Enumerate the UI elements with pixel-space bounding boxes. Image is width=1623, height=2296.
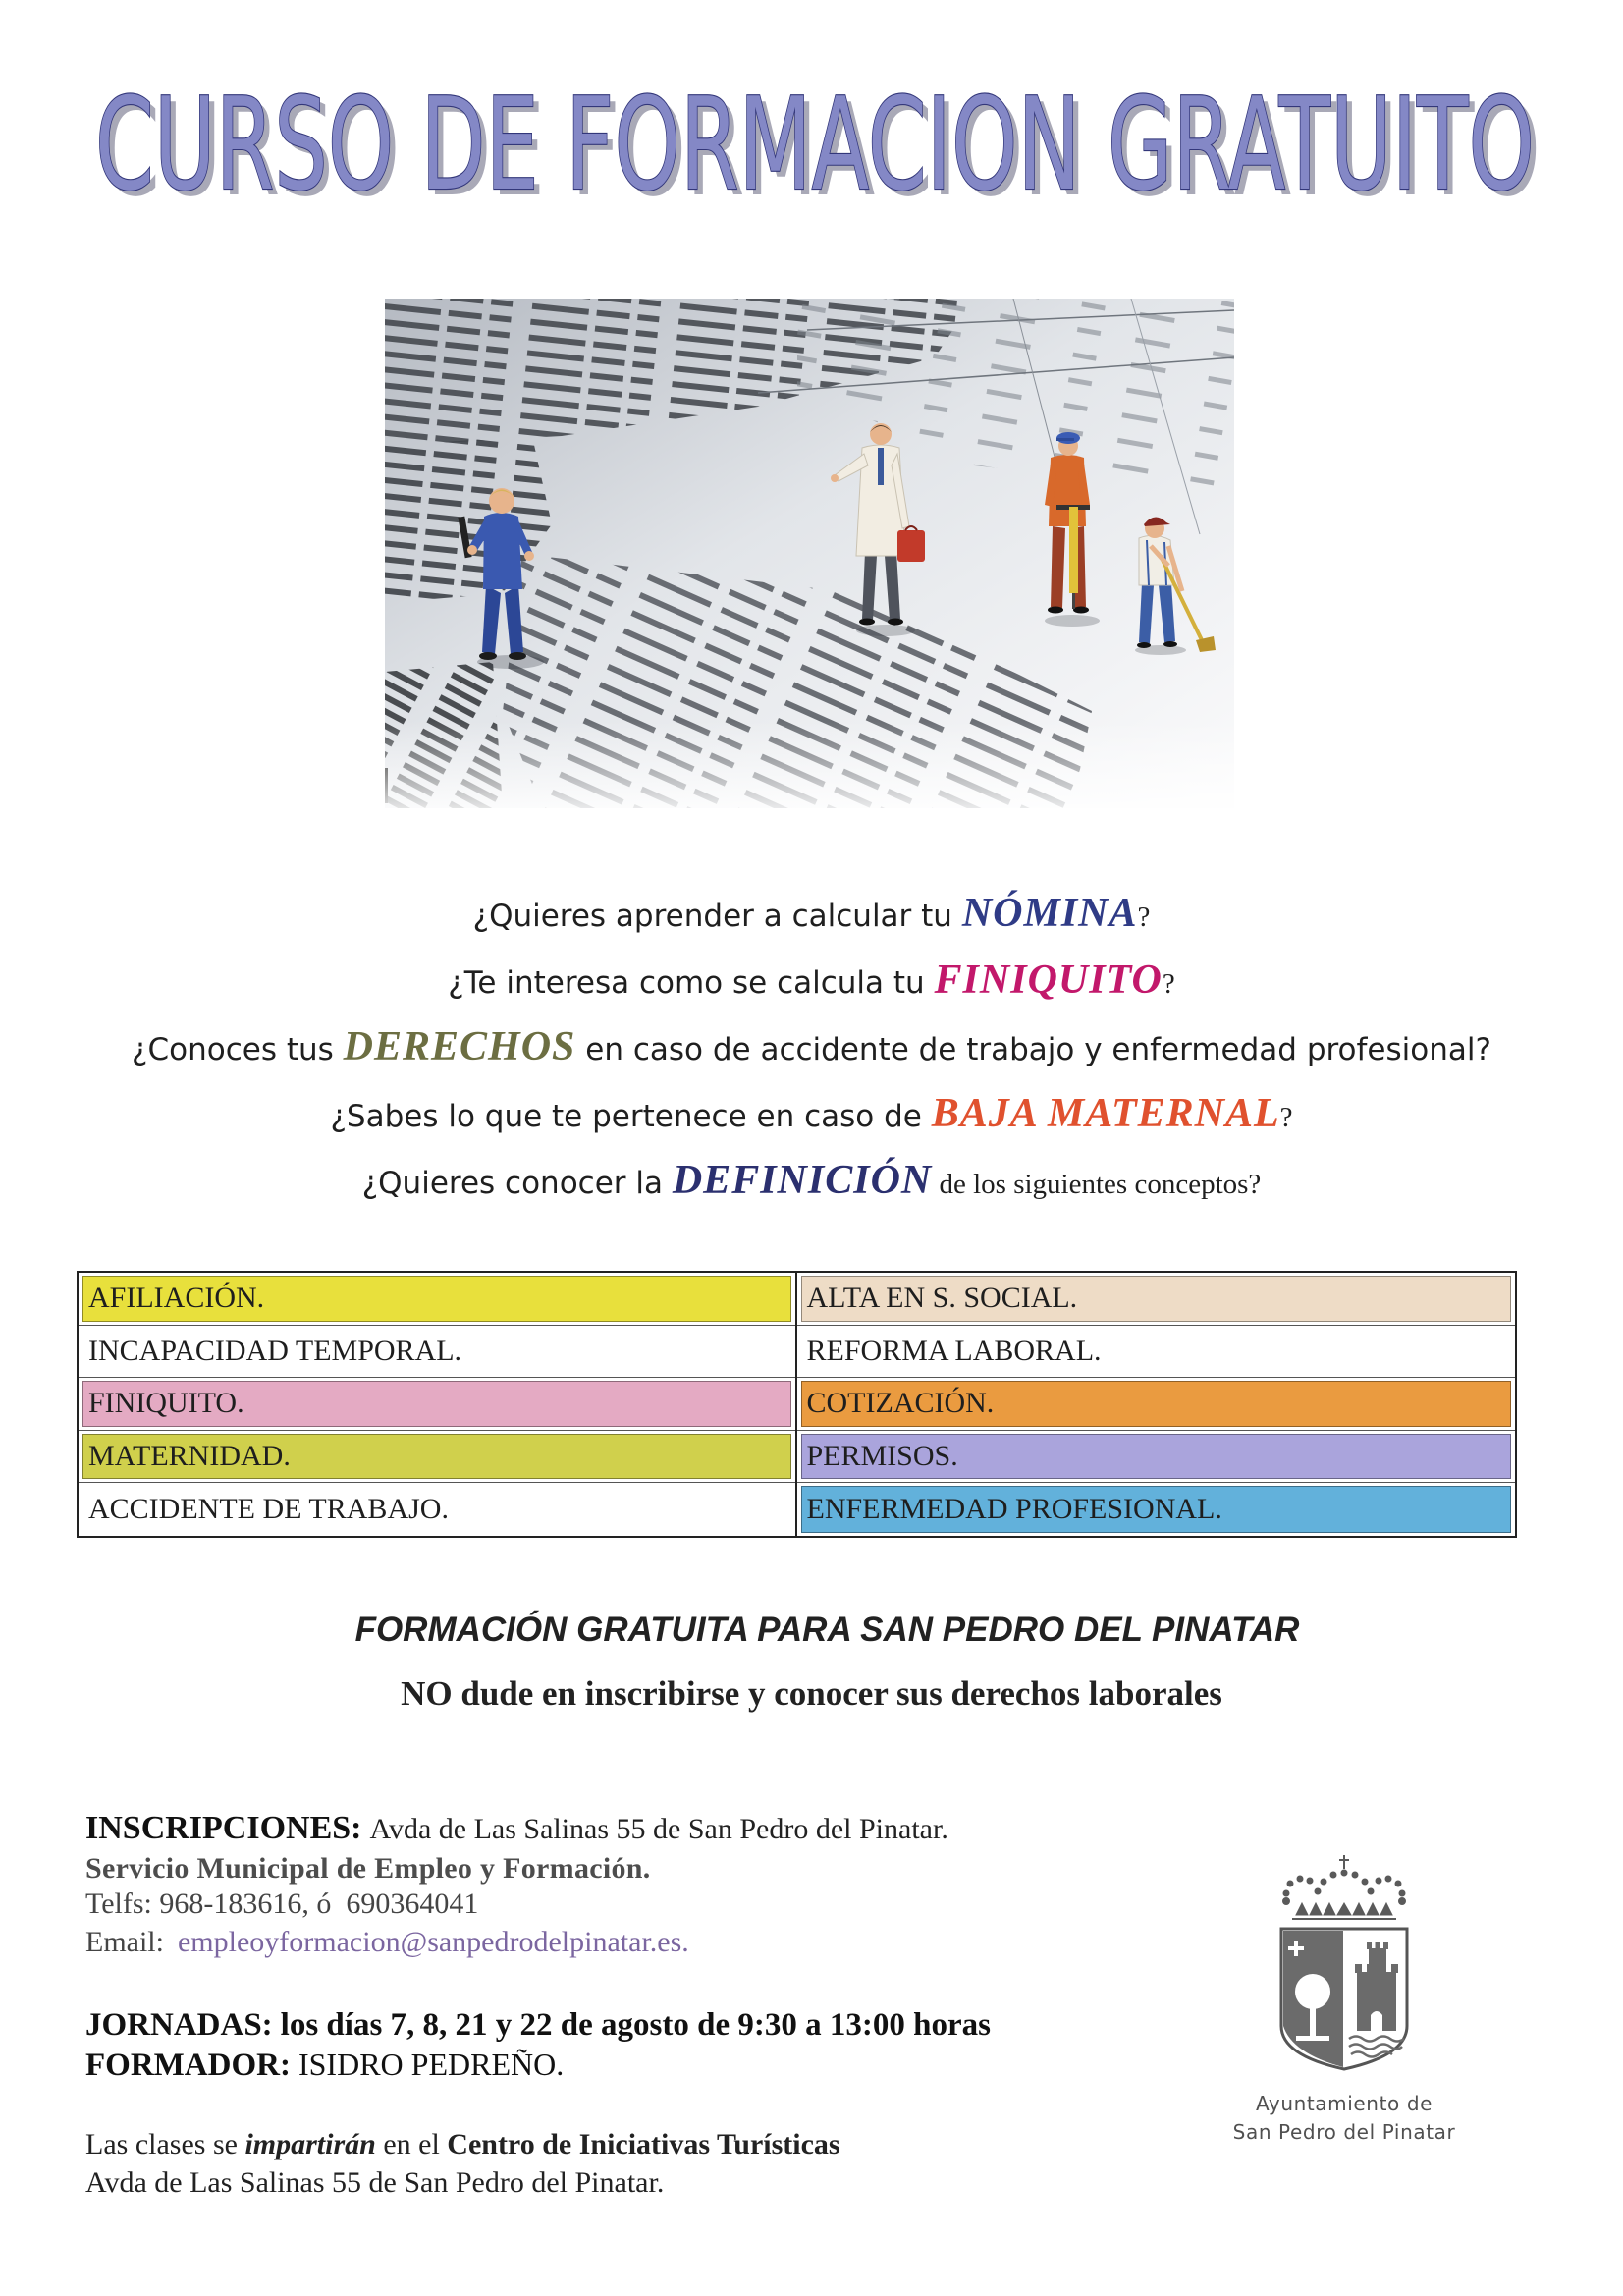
concept-cell (797, 1326, 1516, 1379)
logo-caption-line1: Ayuntamiento de (1255, 2092, 1434, 2115)
question-text: ¿Quieres aprender a calcular tu (472, 899, 962, 934)
venue-text: en el (375, 2128, 448, 2160)
trainer-name: ISIDRO PEDREÑO. (298, 2047, 565, 2082)
promo-subline: NO dude en inscribirse y conocer sus derechos laborales (401, 1674, 1222, 1713)
concept-cell (79, 1378, 795, 1431)
venue-place: Centro de Iniciativas Turísticas (447, 2128, 840, 2160)
registration-line (85, 1807, 948, 1851)
concept-cell (797, 1431, 1516, 1484)
question-derechos (0, 1013, 1623, 1080)
shield-icon (1281, 1929, 1407, 2069)
concept-cell (797, 1273, 1516, 1326)
concept-label: REFORMA LABORAL. (806, 1334, 1102, 1367)
emphasis-nomina: NÓMINA (961, 891, 1138, 936)
concepts-left-column (79, 1273, 797, 1536)
schedule-line (85, 2003, 991, 2047)
email-address[interactable]: empleoyformacion@sanpedrodelpinatar.es. (177, 1926, 689, 1958)
trainer-line (85, 2043, 564, 2087)
question-end: ? (1279, 1102, 1293, 1133)
phone-numbers: Telfs: 968-183616, ó 690364041 (85, 1887, 479, 1920)
trainer-label: FORMADOR: (85, 2048, 291, 2083)
concept-cell (797, 1378, 1516, 1431)
question-text: ¿Te interesa como se calcula tu (448, 965, 935, 1001)
concepts-right-column (797, 1273, 1516, 1536)
concept-cell (79, 1431, 795, 1484)
concept-label: FINIQUITO. (88, 1387, 244, 1420)
concept-label: MATERNIDAD. (88, 1440, 291, 1473)
venue-text: Las clases se (85, 2128, 245, 2160)
course-title (88, 79, 1551, 211)
concept-label: ACCIDENTE DE TRABAJO. (88, 1493, 449, 1526)
concept-label: AFILIACIÓN. (88, 1282, 265, 1315)
title-text: CURSO DE FORMACION GRATUITO (95, 79, 1535, 211)
question-baja-maternal (0, 1080, 1623, 1147)
concept-label: COTIZACIÓN. (806, 1387, 995, 1420)
schedule-text: los días 7, 8, 21 y 22 de agosto de 9:30 a 13:00 horas (280, 2007, 991, 2043)
question-finiquito (0, 947, 1623, 1013)
question-text: ¿Sabes lo que te pertenece en caso de (330, 1099, 932, 1134)
concept-cell (79, 1326, 795, 1379)
question-text: ¿Conoces tus (132, 1032, 344, 1067)
questions-list (0, 880, 1623, 1214)
concept-label: ENFERMEDAD PROFESIONAL. (806, 1493, 1222, 1526)
concept-label: PERMISOS. (806, 1440, 958, 1473)
question-nomina (0, 880, 1623, 947)
emphasis-finiquito: FINIQUITO (934, 957, 1163, 1003)
concept-label: INCAPACIDAD TEMPORAL. (88, 1334, 462, 1367)
coat-of-arms-logo (1278, 1854, 1410, 2071)
payroll-photo (385, 299, 1234, 808)
question-end: ? (1137, 902, 1151, 933)
email-line (85, 1924, 689, 1961)
emphasis-baja-maternal: BAJA MATERNAL (931, 1091, 1280, 1136)
logo-caption (1197, 2090, 1491, 2147)
venue-line (85, 2125, 840, 2164)
concept-cell (797, 1483, 1516, 1536)
concept-cell (79, 1483, 795, 1536)
emphasis-definicion: DEFINICIÓN (672, 1158, 933, 1203)
title-shadow: CURSO DE FORMACION GRATUITO (101, 79, 1541, 211)
venue-emphasis: impartirán (244, 2128, 376, 2160)
registration-label: INSCRIPCIONES: (85, 1810, 362, 1846)
schedule-label: JORNADAS: (85, 2007, 273, 2043)
crown-icon (1283, 1855, 1406, 1919)
venue-address: Avda de Las Salinas 55 de San Pedro del Pinatar. (85, 2166, 665, 2199)
question-definicion (0, 1147, 1623, 1214)
logo-caption-line2: San Pedro del Pinatar (1232, 2120, 1456, 2144)
concepts-table (77, 1271, 1517, 1538)
emphasis-derechos: DERECHOS (343, 1024, 576, 1069)
question-end: de los siguientes conceptos? (932, 1169, 1262, 1200)
registration-address: Avda de Las Salinas 55 de San Pedro del Pinatar. (369, 1813, 948, 1845)
question-end: en caso de accidente de trabajo y enfermedad profesional? (575, 1032, 1491, 1067)
question-end: ? (1162, 968, 1175, 1000)
service-name: Servicio Municipal de Empleo y Formación. (85, 1852, 651, 1885)
concept-label: ALTA EN S. SOCIAL. (806, 1282, 1078, 1315)
concept-cell (79, 1273, 795, 1326)
question-text: ¿Quieres conocer la (361, 1166, 673, 1201)
promo-headline: FORMACIÓN GRATUITA PARA SAN PEDRO DEL PINATAR (354, 1611, 1300, 1649)
email-label: Email: (85, 1926, 164, 1958)
